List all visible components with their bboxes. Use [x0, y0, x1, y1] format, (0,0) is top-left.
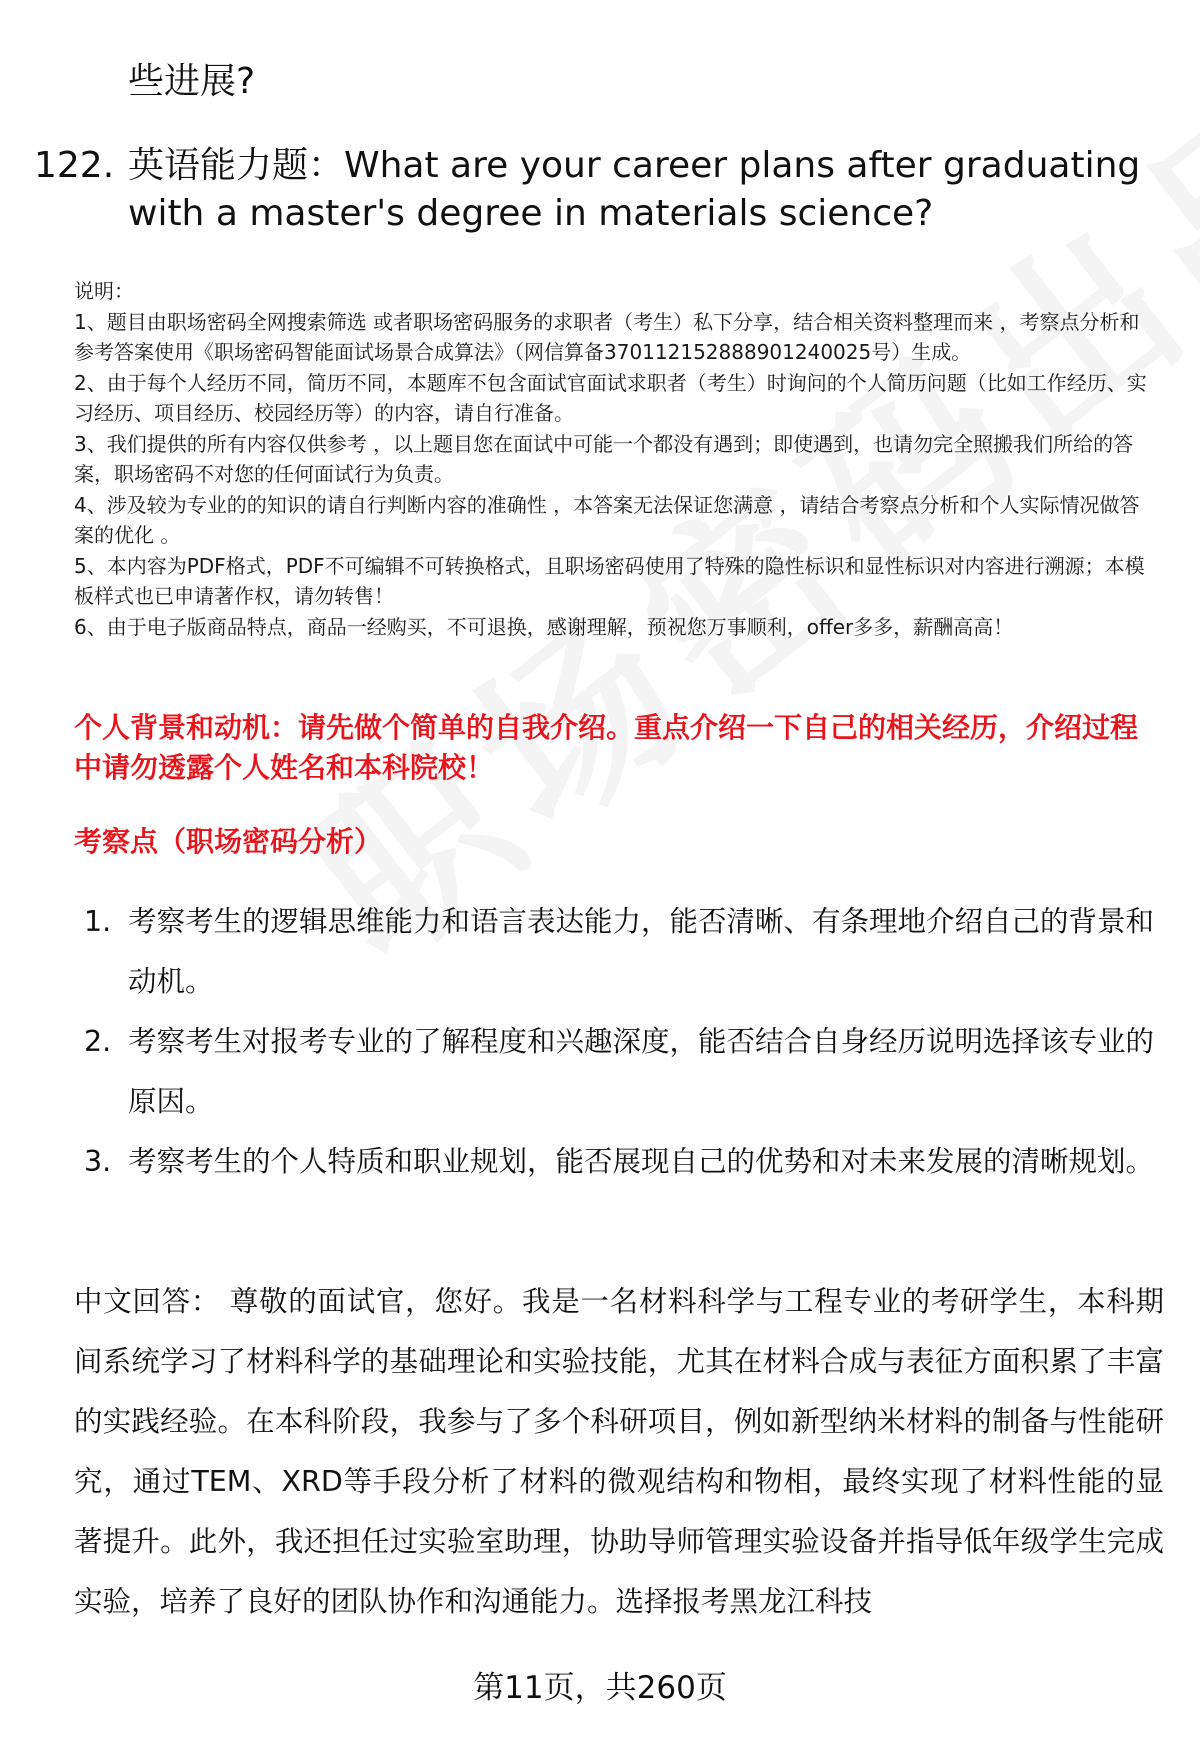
question-number: 122.	[34, 145, 115, 186]
analysis-item-number: 3.	[84, 1145, 112, 1178]
analysis-item	[74, 1012, 1164, 1132]
notes-item: 6、由于电子版商品特点，商品一经购买，不可退换，感谢理解，预祝您万事顺利，offer多多，薪酬高高！	[74, 614, 1014, 639]
question-text: 英语能力题：What are your career plans after graduating with a master's degree in materials science?	[128, 145, 1141, 234]
notes-item: 5、本内容为PDF格式，PDF不可编辑不可转换格式，且职场密码使用了特殊的隐性标识和显性标识对内容进行溯源；本模板样式也已申请著作权，请勿转售！	[74, 553, 1145, 608]
analysis-item-text: 考察考生的个人特质和职业规划，能否展现自己的优势和对未来发展的清晰规划。	[128, 1145, 1155, 1178]
notes-item: 1、题目由职场密码全网搜索筛选 或者职场密码服务的求职者（考生）私下分享，结合相关资料整理而来 ，考察点分析和参考答案使用《职场密码智能面试场景合成算法》（网信算备370112152888901240025号）生成。	[74, 309, 1140, 364]
analysis-title: 考察点（职场密码分析）	[74, 825, 383, 858]
analysis-item-text: 考察考生的逻辑思维能力和语言表达能力，能否清晰、有条理地介绍自己的背景和动机。	[128, 905, 1155, 998]
analysis-item	[74, 892, 1164, 1012]
question-continuation: 些进展?	[128, 61, 256, 102]
analysis-list	[74, 892, 1164, 1192]
notes-item: 3、我们提供的所有内容仅供参考 ，以上题目您在面试中可能一个都没有遇到；即使遇到，也请勿完全照搬我们所给的答案，职场密码不对您的任何面试行为负责。	[74, 431, 1134, 486]
analysis-item-number: 2.	[84, 1025, 112, 1058]
notes-section	[74, 276, 1159, 642]
analysis-item	[74, 1132, 1164, 1192]
answer-text: 中文回答： 尊敬的面试官，您好。我是一名材料科学与工程专业的考研学生，本科期间系统学习了材料科学的基础理论和实验技能，尤其在材料合成与表征方面积累了丰富的实践经验。在本科阶段，我参与了多个科研项目，例如新型纳米材料的制备与性能研究，通过TEM、XRD等手段分析了材料的微观结构和物相，最终实现了材料性能的显著提升。此外，我还担任过实验室助理，协助导师管理实验设备并指导低年级学生完成实验，培养了良好的团队协作和沟通能力。选择报考黑龙江科技	[74, 1285, 1164, 1618]
page-footer: 第11页，共260页	[473, 1670, 727, 1706]
notes-item: 2、由于每个人经历不同，简历不同，本题库不包含面试官面试求职者（考生）时询问的个人简历问题（比如工作经历、实习经历、项目经历、校园经历等）的内容，请自行准备。	[74, 370, 1147, 425]
notes-title: 说明：	[74, 279, 134, 303]
notes-item: 4、涉及较为专业的的知识的请自行判断内容的准确性 ，本答案无法保证您满意 ，请结合考察点分析和个人实际情况做答案的优化 。	[74, 492, 1140, 547]
background-question: 个人背景和动机：请先做个简单的自我介绍。重点介绍一下自己的相关经历，介绍过程中请勿透露个人姓名和本科院校！	[74, 711, 1139, 784]
analysis-item-number: 1.	[84, 905, 112, 938]
analysis-item-text: 考察考生对报考专业的了解程度和兴趣深度，能否结合自身经历说明选择该专业的原因。	[128, 1025, 1155, 1118]
